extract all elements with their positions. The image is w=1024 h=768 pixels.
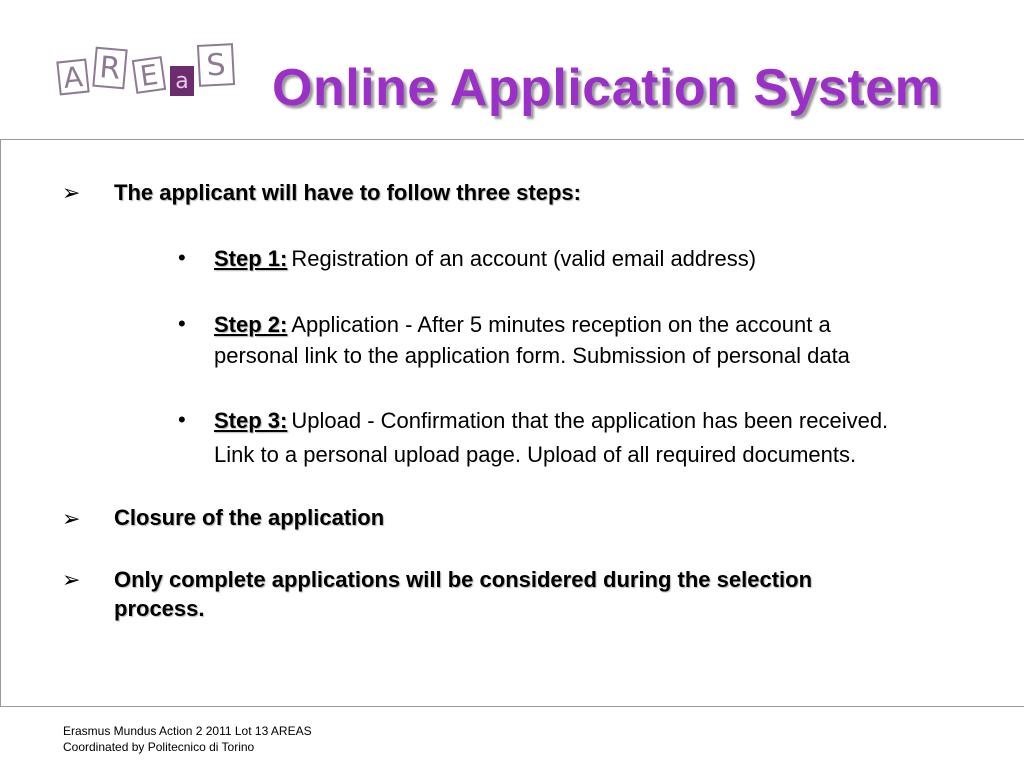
page-title: Online Application System (272, 59, 942, 117)
intro-text: The applicant will have to follow three steps: (114, 180, 581, 205)
complete-text-line1: Only complete applications will be considered during the selection (114, 567, 813, 592)
step-2 (214, 309, 831, 341)
logo-letter-s: S (197, 43, 235, 87)
step-1-label: Step 1: (214, 246, 288, 271)
footer (63, 723, 312, 755)
arrow-bullet-icon: ➢ (62, 180, 81, 205)
bullet-icon: • (178, 245, 186, 270)
step-2-text-line1: Application - After 5 minutes reception on the account a (291, 312, 831, 337)
logo-letter-a-small: a (170, 66, 194, 96)
footer-line-2: Coordinated by Politecnico di Torino (63, 740, 255, 754)
step-3-label: Step 3: (214, 408, 288, 433)
logo-letter-a: A (56, 59, 89, 96)
step-3-text-line1: Upload - Confirmation that the application has been received. (291, 408, 889, 433)
bullet-icon: • (178, 407, 186, 432)
step-2-text-line2: personal link to the application form. Submission of personal data (214, 343, 850, 368)
closure-text: Closure of the application (114, 505, 385, 530)
step-3-text-line2: Link to a personal upload page. Upload of all required documents. (214, 442, 857, 467)
footer-line-1: Erasmus Mundus Action 2 2011 Lot 13 AREAS (63, 724, 312, 738)
step-3 (214, 405, 888, 437)
bullet-icon: • (178, 311, 186, 336)
step-2-label: Step 2: (214, 312, 288, 337)
areas-logo (56, 44, 246, 100)
step-1 (214, 243, 756, 275)
step-1-text: Registration of an account (valid email address) (291, 246, 757, 271)
arrow-bullet-icon: ➢ (62, 506, 81, 531)
logo-letter-r: R (92, 47, 127, 90)
logo-letter-e: E (132, 56, 166, 94)
complete-text-line2: process. (114, 596, 205, 621)
arrow-bullet-icon: ➢ (62, 567, 81, 592)
